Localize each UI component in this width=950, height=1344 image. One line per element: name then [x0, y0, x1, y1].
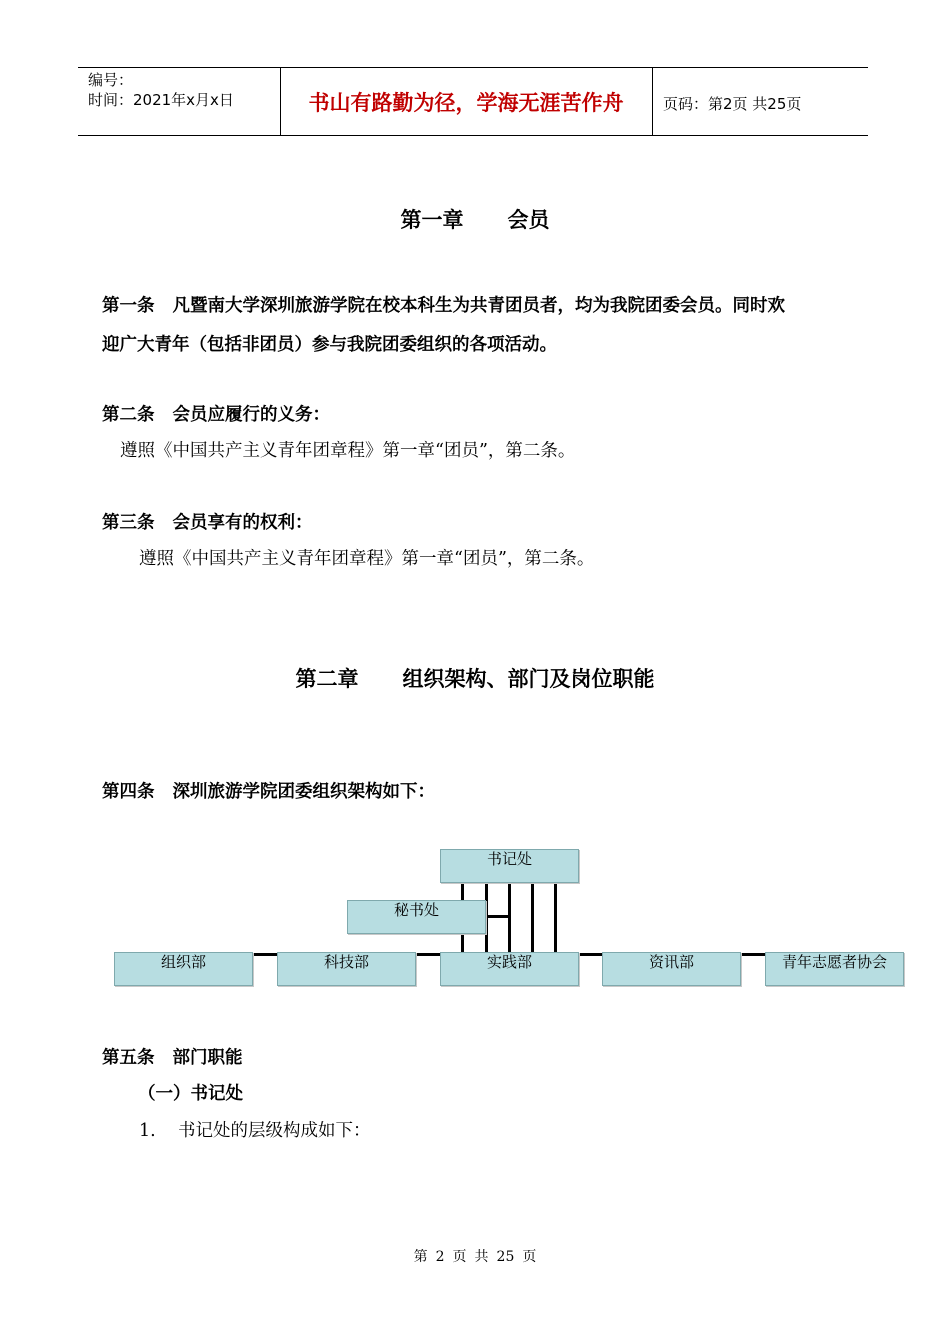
article-3-heading [102, 511, 313, 535]
article-1-line-2: 迎广大青年（包括非团员）参与我院团委组织的各项活动。 [102, 335, 557, 355]
article-4-heading [102, 780, 435, 804]
chapter-2-title: 组织架构、部门及岗位职能 [402, 666, 655, 691]
chapter-2-number: 第二章 [295, 666, 359, 691]
header-page-label: 页码：第2页 共25页 [663, 95, 802, 113]
article-4-title: 深圳旅游学院团委组织架构如下： [172, 782, 435, 802]
article-2-title: 会员应履行的义务： [172, 405, 330, 425]
article-3-number: 第三条 [102, 513, 155, 533]
article-3-body: 遵照《中国共产主义青年团章程》第一章“团员”，第二条。 [139, 549, 595, 569]
org-box-dept-5: 青年志愿者协会 [765, 952, 904, 986]
article-1-number: 第一条 [102, 296, 155, 316]
footer-ye: 页 [452, 1249, 467, 1265]
page-footer [0, 1246, 950, 1266]
org-connector-4 [531, 882, 534, 954]
footer-di: 第 [413, 1249, 428, 1265]
article-2-number: 第二条 [102, 405, 155, 425]
org-box-secretariat: 书记处 [440, 849, 579, 883]
article-4-number: 第四条 [102, 782, 155, 802]
header-divider-left [280, 67, 281, 135]
org-connector-secretary [486, 915, 511, 918]
article-5-heading [102, 1046, 243, 1070]
header-number-label: 编号： [88, 71, 134, 89]
header-bottom-rule [78, 135, 868, 136]
org-box-dept-1: 组织部 [114, 952, 253, 986]
article-5-title: 部门职能 [172, 1048, 243, 1068]
article-1-text-1: 凡暨南大学深圳旅游学院在校本科生为共青团员者，均为我院团委会员。同时欢 [172, 296, 785, 316]
article-5-item-1 [139, 1119, 371, 1143]
org-connector-3 [508, 882, 511, 954]
chapter-2-heading [0, 664, 950, 694]
org-box-dept-4: 资讯部 [602, 952, 741, 986]
chapter-1-heading [0, 205, 950, 235]
article-5-number: 第五条 [102, 1048, 155, 1068]
article-5-item-1-number: 1. [139, 1121, 156, 1141]
article-1-line-1 [102, 294, 862, 318]
org-box-dept-3: 实践部 [440, 952, 579, 986]
article-5-item-1-text: 书记处的层级构成如下： [178, 1121, 371, 1141]
header-divider-right [652, 67, 653, 135]
article-2-heading [102, 403, 330, 427]
org-box-secretary-office: 秘书处 [347, 900, 486, 934]
article-2-body: 遵照《中国共产主义青年团章程》第一章“团员”，第二条。 [120, 441, 576, 461]
footer-ye-2: 页 [522, 1249, 537, 1265]
org-connector-5 [554, 882, 557, 954]
header-motto: 书山有路勤为径，学海无涯苦作舟 [308, 90, 624, 115]
org-box-dept-2: 科技部 [277, 952, 416, 986]
header-time-label: 时间：2021年x月x日 [88, 91, 234, 109]
header-top-rule [78, 67, 868, 68]
footer-gong: 共 [474, 1249, 489, 1265]
article-5-sub-1: （一）书记处 [138, 1084, 243, 1104]
chapter-1-title: 会员 [507, 207, 550, 232]
footer-total-pages: 25 [496, 1249, 515, 1265]
chapter-1-number: 第一章 [400, 207, 464, 232]
footer-page-number: 2 [435, 1249, 445, 1265]
article-3-title: 会员享有的权利： [172, 513, 313, 533]
